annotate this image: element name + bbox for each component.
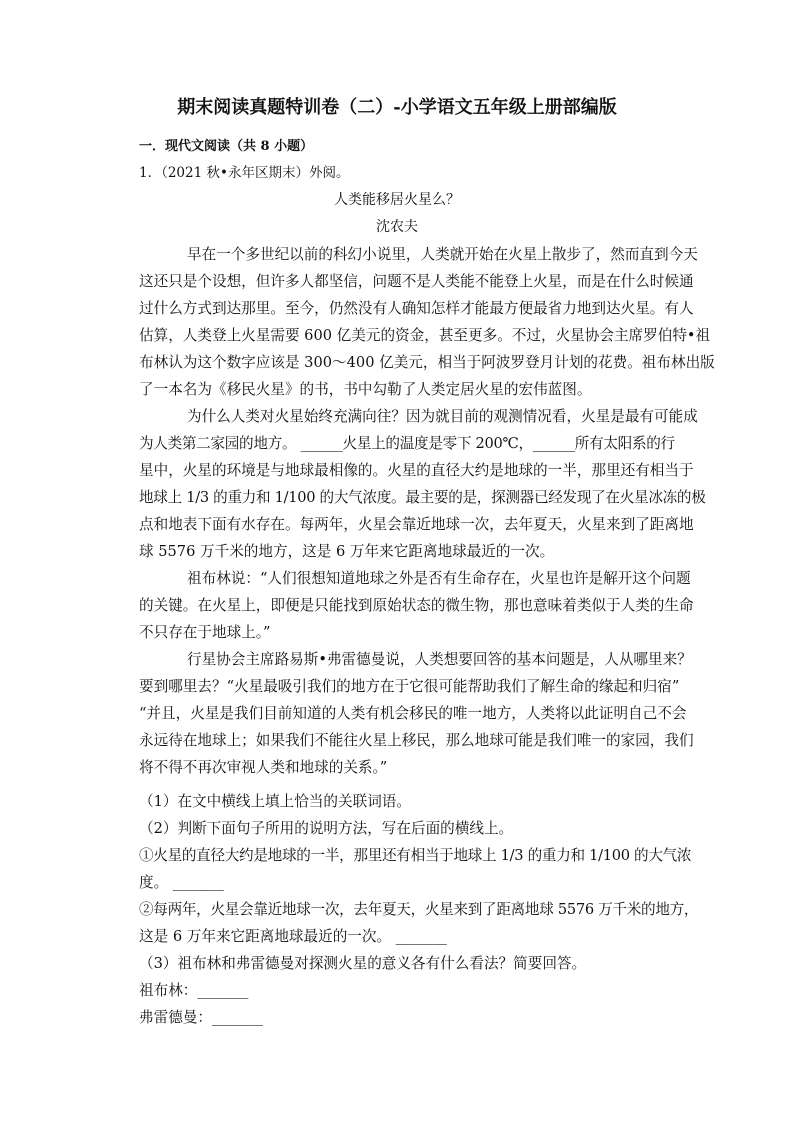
sub-question-2b: ②每两年，火星会靠近地球一次，去年夏天，火星来到了距离地球 5576 万千米的地方， [139,901,699,918]
passage-line: 了一本名为《移民火星》的书，书中勾勒了人类定居火星的宏伟蓝图。 [139,381,592,398]
document-title: 期末阅读真题特训卷（二）-小学语文五年级上册部编版 [177,97,617,118]
passage-line: 为人类第二家园的地方。 ______火星上的温度是零下 200℃，______所有太阳系的行 [139,435,675,452]
sub-question-1: （1）在文中横线上填上恰当的关联词语。 [139,793,411,810]
passage-author: 沈农夫 [376,219,418,235]
passage-title: 人类能移居火星么？ [334,192,460,208]
sub-question-2a: ①火星的直径大约是地球的一半，那里还有相当于地球上 1/3 的重力和 1/100 的大气浓 [139,847,692,864]
sub-question-2: （2）判断下面句子所用的说明方法，写在后面的横线上。 [139,820,514,837]
passage-line: 这还只是个设想，但许多人都坚信，问题不是人类能不能登上火星，而是在什么时候通 [139,273,694,290]
passage-line: 星中，火星的环境是与地球最相像的。火星的直径大约是地球的一半，那里还有相当于 [139,462,694,479]
passage-line: 估算，人类登上火星需要 600 亿美元的资金，甚至更多。不过，火星协会主席罗伯特•祖 [139,327,711,344]
question-intro: 1．（2021 秋•永年区期末）外阅。 [139,165,350,181]
passage-line: 布林认为这个数字应该是 300～400 亿美元，相当于阿波罗登月计划的花费。祖布林出版 [139,354,715,371]
answer-friedman[interactable]: 弗雷德曼：_______ [139,1009,264,1026]
passage-line: “并且，火星是我们目前知道的人类有机会移民的唯一地方，人类将以此证明自己不会 [139,705,687,722]
sub-question-2a-blank[interactable]: 度。 _______ [139,874,224,891]
passage-line: 不只存在于地球上。” [139,624,271,641]
passage-line: 行星协会主席路易斯•弗雷德曼说，人类想要回答的基本问题是，人从哪里来？ [187,651,692,668]
passage-line: 永远待在地球上；如果我们不能往火星上移民，那么地球可能是我们唯一的家园，我们 [139,732,694,749]
passage-line: 为什么人类对火星始终充满向往？因为就目前的观测情况看，火星是最有可能成 [187,408,698,425]
answer-zubulin[interactable]: 祖布林：_______ [139,982,249,999]
passage-line: 过什么方式到达那里。至今，仍然没有人确知怎样才能最方便最省力地到达火星。有人 [139,300,694,317]
passage-line: 的关键。在火星上，即便是只能找到原始状态的微生物，那也意味着类似于人类的生命 [139,597,694,614]
passage-line: 要到哪里去？“火星最吸引我们的地方在于它很可能帮助我们了解生命的缘起和归宿” [139,678,680,695]
sub-question-3: （3）祖布林和弗雷德曼对探测火星的意义各有什么看法？简要回答。 [139,955,587,972]
passage-line: 早在一个多世纪以前的科幻小说里，人类就开始在火星上散步了，然而直到今天 [187,246,698,263]
passage-line: 球 5576 万千米的地方，这是 6 万年来它距离地球最近的一次。 [139,543,555,560]
section-heading: 一．现代文阅读（共 8 小题） [139,139,314,154]
passage-line: 地球上 1/3 的重力和 1/100 的大气浓度。最主要的是，探测器已经发现了在火星冰冻的极 [139,489,706,506]
passage-line: 点和地表下面有水存在。每两年，火星会靠近地球一次，去年夏天，火星来到了距离地 [139,516,694,533]
sub-question-2b-blank[interactable]: 这是 6 万年来它距离地球最近的一次。 _______ [139,928,447,945]
passage-line: 将不得不再次审视人类和地球的关系。” [139,759,388,776]
passage-line: 祖布林说：“人们很想知道地球之外是否有生命存在，火星也许是解开这个问题 [187,570,691,587]
